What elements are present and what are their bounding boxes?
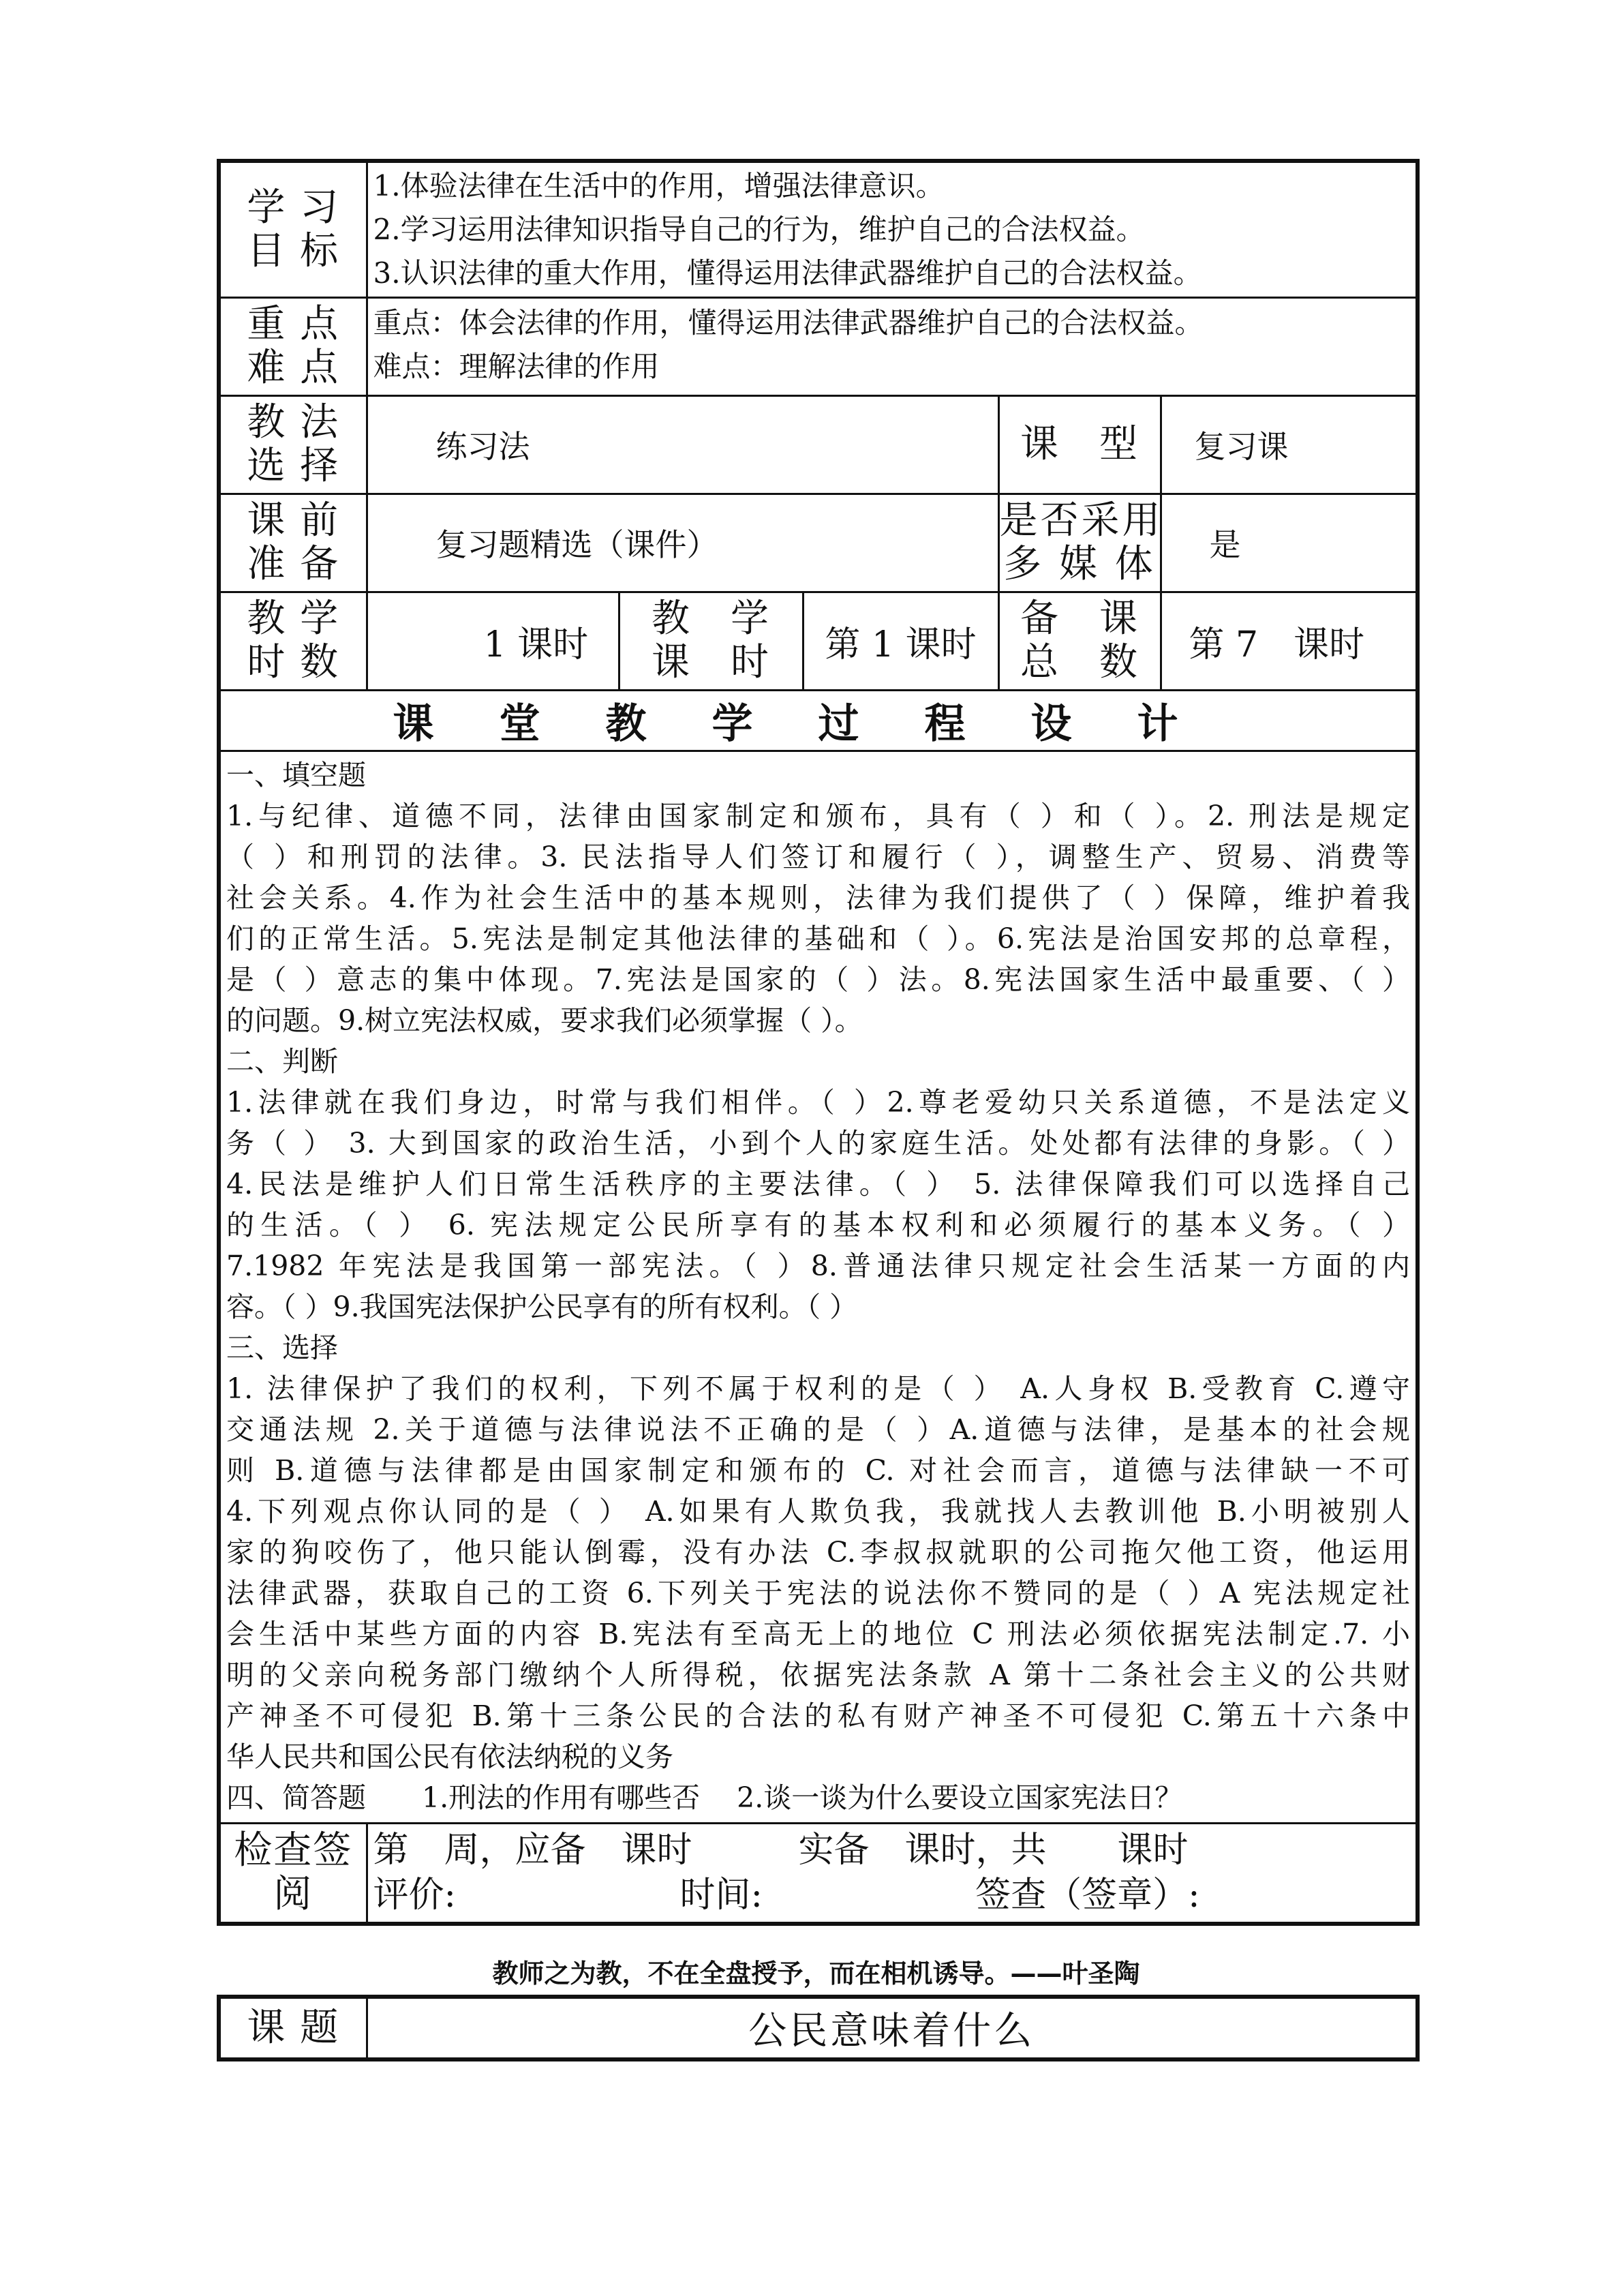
question-line: 1. 法律保护了我们的权利，下列不属于权利的是（ ） A.人身权 B.受教育 C.遵守 (226, 1372, 1411, 1405)
total-value: 第 7 课时 (1161, 592, 1418, 690)
question-line: （ ）和刑罚的法律。3. 民法指导人们签订和履行（ ），调整生产、贸易、消费等 (226, 840, 1411, 873)
key-points-label: 重 点 难 点 (219, 297, 367, 395)
key-points-content (367, 297, 1418, 395)
objectives-row (219, 161, 1418, 297)
objective-line: 2.学习运用法律知识指导自己的行为，维护自己的合法权益。 (373, 212, 1145, 246)
question-line: 法律武器，获取自己的工资 6.下列关于宪法的说法你不赞同的是（ ）A 宪法规定社 (226, 1576, 1411, 1610)
objective-line: 3.认识法律的重大作用，懂得运用法律武器维护自己的合法权益。 (373, 256, 1202, 290)
hours-label: 教 学 时 数 (219, 592, 367, 690)
section-heading: 四、简答题 1.刑法的作用有哪些否 2.谈一谈为什么要设立国家宪法日？ (226, 1781, 1183, 1814)
signoff-content (367, 1823, 1418, 1924)
signoff-line: 第 周，应备 课时 实备 课时，共 课时 (373, 1830, 1189, 1871)
question-line: 产神圣不可侵犯 B.第十三条公民的合法的私有财产神圣不可侵犯 C.第五十六条中 (226, 1699, 1411, 1732)
lesson-label: 教 学 课 时 (619, 592, 803, 690)
question-line: 社会关系。4.作为社会生活中的基本规则，法律为我们提供了（ ）保障，维护着我 (226, 881, 1411, 914)
question-line: 容。（ ）9.我国宪法保护公民享有的所有权利。（ ） (226, 1290, 858, 1323)
question-line: 则 B.道德与法律都是由国家制定和颁布的 C. 对社会而言，道德与法律缺一不可 (226, 1453, 1411, 1487)
question-line: 4.下列观点你认同的是（ ） A.如果有人欺负我，我就找人去教训他 B.小明被别人 (226, 1494, 1411, 1528)
lesson-value: 第 1 课时 (803, 592, 998, 690)
method-value: 练习法 (367, 395, 998, 494)
question-line: 1.与纪律、道德不同，法律由国家制定和颁布，具有（ ）和（ ）。2. 刑法是规定 (226, 799, 1411, 832)
media-value: 是 (1161, 494, 1418, 592)
next-lesson-label: 课 题 (219, 1997, 367, 2059)
design-title: 课堂教学过程设计 (219, 690, 1418, 751)
question-line: 家的狗咬伤了，他只能认倒霉，没有办法 C.李叔叔就职的公司拖欠他工资，他运用 (226, 1535, 1411, 1569)
key-point-line: 重点：体会法律的作用，懂得运用法律武器维护自己的合法权益。 (373, 305, 1204, 339)
method-label: 教 法 选 择 (219, 395, 367, 494)
design-title-row (219, 690, 1418, 751)
objective-line: 1.体验法律在生活中的作用，增强法律意识。 (373, 168, 945, 202)
question-line: 1.法律就在我们身边，时常与我们相伴。（ ）2.尊老爱幼只关系道德，不是法定义 (226, 1085, 1411, 1119)
method-row (219, 395, 1418, 494)
signoff-label: 检查签阅 (219, 1823, 367, 1924)
section-heading: 一、填空题 (226, 758, 366, 791)
question-line: 华人民共和国公民有依法纳税的义务 (226, 1740, 673, 1773)
process-row (219, 751, 1418, 1823)
section-heading: 三、选择 (226, 1331, 338, 1364)
process-content (219, 751, 1418, 1823)
objectives-content (367, 161, 1418, 297)
question-line: 4.民法是维护人们日常生活秩序的主要法律。（ ） 5. 法律保障我们可以选择自己 (226, 1167, 1411, 1200)
hours-row (219, 592, 1418, 690)
key-points-row (219, 297, 1418, 395)
question-line: 是（ ）意志的集中体现。7.宪法是国家的（ ）法。8.宪法国家生活中最重要、（ ） (226, 963, 1411, 996)
signoff-row (219, 1823, 1418, 1924)
preparation-label: 课 前 准 备 (219, 494, 367, 592)
quote: 教师之为教，不在全盘授予，而在相机诱导。——叶圣陶 (492, 1959, 1140, 1989)
signoff-line: 评价: 时间: 签查（签章）: (373, 1875, 1200, 1916)
media-label: 是否采用 多 媒 体 (998, 494, 1161, 592)
question-line: 务（ ） 3. 大到国家的政治生活，小到个人的家庭生活。处处都有法律的身影。（ ） (226, 1126, 1411, 1160)
hours-value: 1 课时 (367, 592, 619, 690)
objectives-label: 学 习 目 标 (219, 161, 367, 297)
question-line: 会生活中某些方面的内容 B.宪法有至高无上的地位 C 刑法必须依据宪法制定.7. 小 (226, 1617, 1411, 1650)
next-lesson-title: 公民意味着什么 (367, 1997, 1418, 2059)
question-line: 7.1982 年宪法是我国第一部宪法。（ ）8.普通法律只规定社会生活某一方面的内 (226, 1249, 1411, 1282)
question-line: 们的正常生活。5.宪法是制定其他法律的基础和（ ）。6.宪法是治国安邦的总章程， (226, 922, 1411, 955)
preparation-value: 复习题精选（课件） (367, 494, 998, 592)
question-line: 的生活。（ ） 6. 宪法规定公民所享有的基本权利和必须履行的基本义务。（ ） (226, 1208, 1411, 1241)
key-point-line: 难点：理解法律的作用 (373, 349, 660, 383)
type-value: 复习课 (1161, 395, 1418, 494)
question-line: 交通法规 2.关于道德与法律说法不正确的是（ ）A.道德与法律，是基本的社会规 (226, 1413, 1411, 1446)
total-label: 备 课 总 数 (998, 592, 1161, 690)
question-line: 明的父亲向税务部门缴纳个人所得税，依据宪法条款 A 第十二条社会主义的公共财 (226, 1658, 1411, 1691)
question-line: 的问题。9.树立宪法权威，要求我们必须掌握（ ）。 (226, 1003, 863, 1037)
type-label: 课 型 (998, 395, 1161, 494)
preparation-row (219, 494, 1418, 592)
section-heading: 二、判断 (226, 1044, 338, 1078)
lesson-plan-table (217, 159, 1420, 1926)
next-lesson-table (217, 1995, 1420, 2061)
